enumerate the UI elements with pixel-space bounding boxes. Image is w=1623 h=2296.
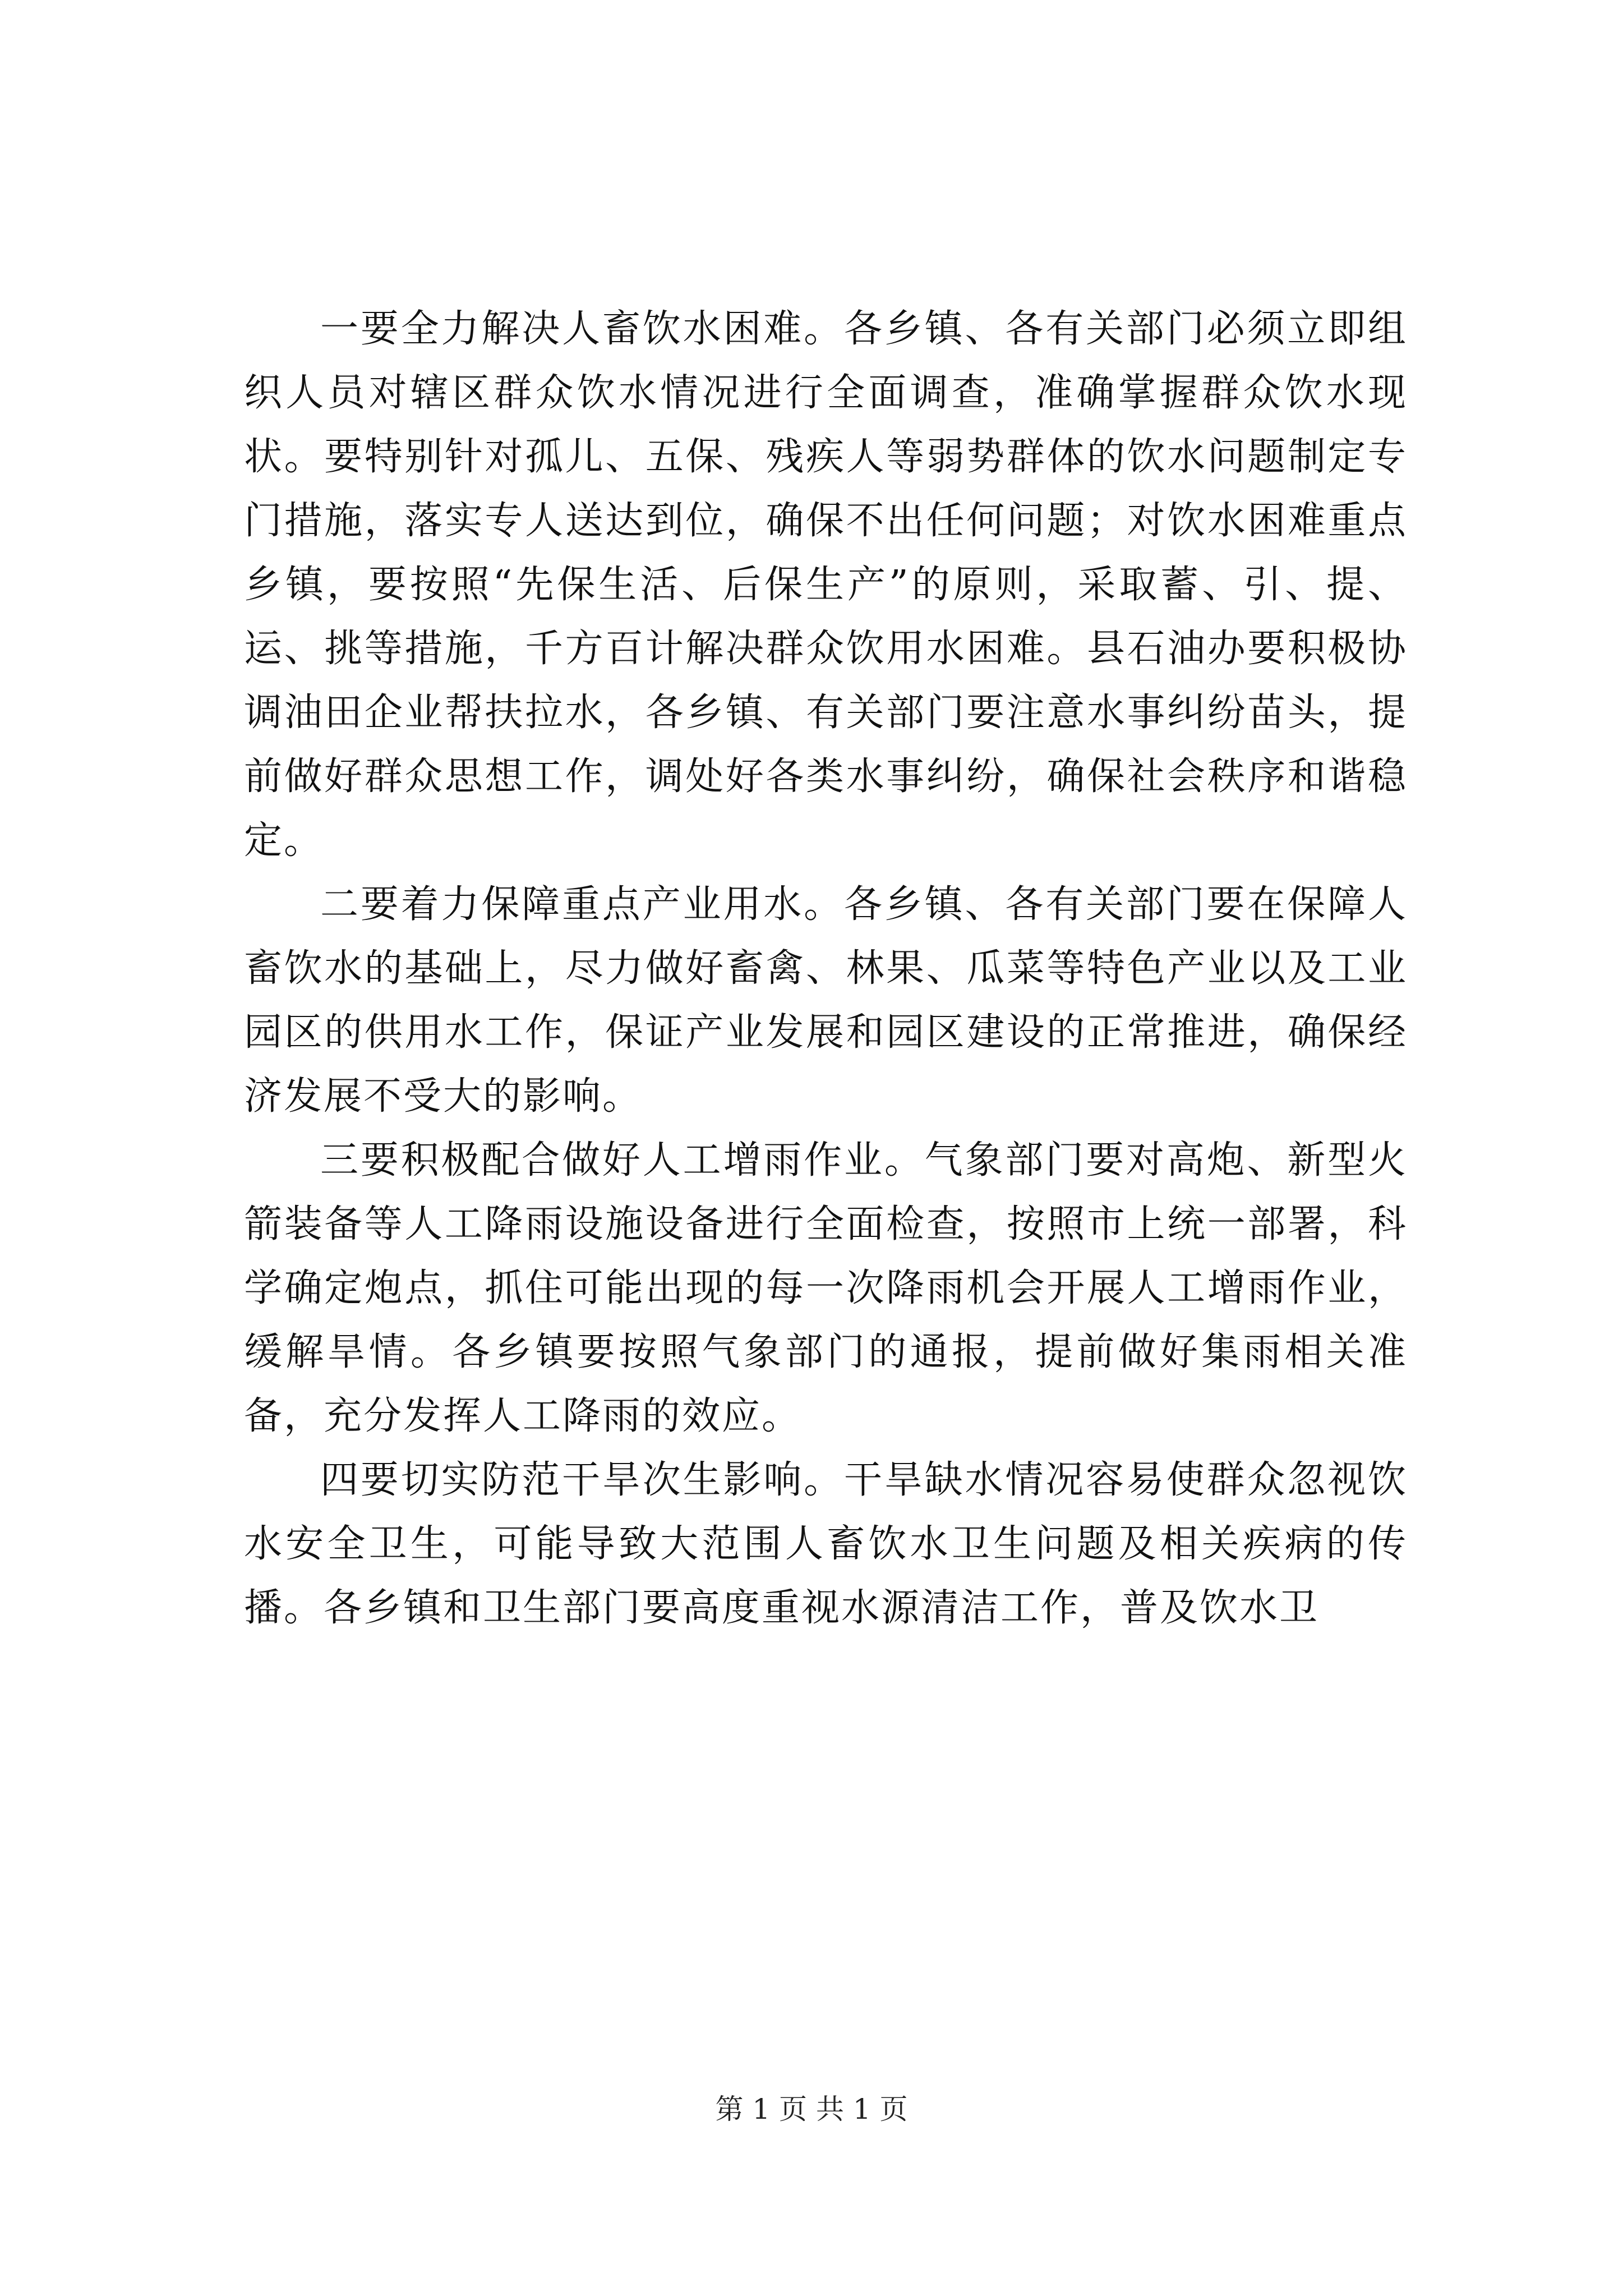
paragraph-2: 二要着力保障重点产业用水。各乡镇、各有关部门要在保障人畜饮水的基础上，尽力做好畜禽、林果、瓜菜等特色产业以及工业园区的供用水工作，保证产业发展和园区建设的正常推进，确保经济发展不受大的影响。 — [244, 882, 1408, 1119]
paragraph-1: 一要全力解决人畜饮水困难。各乡镇、各有关部门必须立即组织人员对辖区群众饮水情况进行全面调查，准确掌握群众饮水现状。要特别针对孤儿、五保、残疾人等弱势群体的饮水问题制定专门措施，落实专人送达到位，确保不出任何问题；对饮水困难重点乡镇，要按照“先保生活、后保生产”的原则，采取蓄、引、提、运、挑等措施，千方百计解决群众饮用水困难。县石油办要积极协调油田企业帮扶拉水，各乡镇、有关部门要注意水事纠纷苗头，提前做好群众思想工作，调处好各类水事纠纷，确保社会秩序和谐稳定。 — [244, 307, 1408, 863]
document-body — [244, 297, 1408, 1640]
paragraph-3: 三要积极配合做好人工增雨作业。气象部门要对高炮、新型火箭装备等人工降雨设施设备进行全面检查，按照市上统一部署，科学确定炮点，抓住可能出现的每一次降雨机会开展人工增雨作业，缓解旱情。各乡镇要按照气象部门的通报，提前做好集雨相关准备，充分发挥人工降雨的效应。 — [244, 1138, 1408, 1438]
paragraph-4: 四要切实防范干旱次生影响。干旱缺水情况容易使群众忽视饮水安全卫生，可能导致大范围人畜饮水卫生问题及相关疾病的传播。各乡镇和卫生部门要高度重视水源清洁工作，普及饮水卫 — [244, 1458, 1408, 1630]
page-footer: 第 1 页 共 1 页 — [715, 2093, 908, 2125]
